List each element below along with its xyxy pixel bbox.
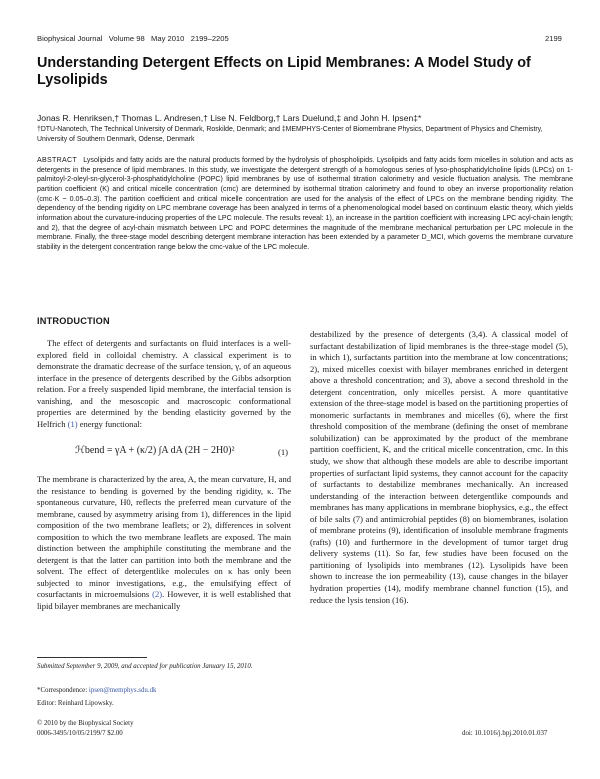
- paragraph: destabilized by the presence of detergents (3,4). A classical model of surfactant destabilization of lipid membranes is the three-stage model (5), in which 1), surfactants partition into the membrane at low concentrations; 2), mixed micelles coexist with bilayer membranes enriched in detergent above a threshold concentration; and 3), above a second threshold in the detergent concentration, only micelles persist. A more quantitative extension of the three-stage model is based on the partitioning properties of monomeric surfactants in membranes and micelles (6), where the first threshold composition of the membrane (defining the onset of membrane solubilization) can be approximated by the product of the membrane partition coefficient, K, and the critical micelle concentration, cmc. In this study, we show that although these models are able to describe important properties of surfactant lipid systems, they cannot account for the capacity of surfactants to destabilize membranes mechanically. An increased understanding of the interaction between detergentlike compounds and membranes has many applications in membrane biophysics, e.g., the effect of bile salts (7) and antimicrobial peptides (8) on biomembranes, isolation of membrane proteins (9), identification of insoluble membrane fragments (rafts) (10) and furthermore in the development of tumor target drug delivery systems (11). So far, few studies have been focused on the partitioning of lysolipids into membranes (12). Lysolipids have been shown to increase the ion permeability (13), cause changes in the bilayer hydration properties (14), modify membrane channel function (15), and reduce the lysis tension (16).: [310, 329, 568, 605]
- equation-number: (1): [278, 447, 289, 457]
- email-link[interactable]: ipsen@memphys.sdu.dk: [88, 687, 157, 694]
- correspondence-label: *Correspondence:: [37, 687, 88, 694]
- submission-note: Submitted September 9, 2009, and accepted for publication January 15, 2010.: [37, 663, 253, 670]
- journal-date: May 2010: [151, 34, 185, 43]
- paper-title: Understanding Detergent Effects on Lipid Membranes: A Model Study of Lysolipids: [37, 55, 531, 88]
- paragraph-text: The membrane is characterized by the area, A, the mean curvature, H, and the resistance to bending is governed by the bending rigidity, κ. The spontaneous curvature, H0, reflects the preferred mean curvature of the membrane, caused by asymmetry arising from 1), differences in the lipid composition of the two membrane leaflets; or 2), differences in solvent composition to which the two membrane leaflets are exposed. The main distinction between the amphiphile constituting the membrane and the detergent is that the latter can partition into both the membrane and the solvent. The effect of detergentlike molecules on κ has only been subjected to minor investigations, e.g., the emulsifying effect of cosurfactants in microemulsions: [37, 474, 291, 600]
- section-heading-introduction: INTRODUCTION: [37, 316, 110, 326]
- journal-volume: Volume 98: [108, 34, 145, 43]
- body-column-right: [310, 329, 568, 606]
- paragraph: [37, 338, 291, 430]
- abstract: [37, 156, 573, 253]
- body-column-left-continued: [37, 474, 291, 613]
- paragraph-text: energy functional:: [79, 418, 142, 429]
- abstract-text: Lysolipids and fatty acids are the natural products formed by the hydrolysis of phospholipids. Lysolipids and fatty acids form micelles in solution and acts as detergents in the presence of lipid membranes. In this study, we investigate the detergent strength of a homologous series of lyso-phosphatidylcholine lipids (LPCs) on 1-palmitoyl-2-oleyl-sn-glycerol-3-phosphatidylcholine (POPC) lipid membranes by use of isothermal titration calorimetry and vesicle fluctuation analysis. The membrane partition coefficient (K) and critical micelle concentration (cmc) are determined by isothermal titration calorimetry and found to obey an inverse proportionality relation (cmc·K ~ 0.05–0.3). The partition coefficient and critical micelle concentration are used for the analysis of the effect of LPCs on the membrane bending rigidity. The dependency of the bending rigidity on LPC membrane coverage has been analyzed in terms of a phenomenological model based on continuum elastic theory, which yields information about the curvature-inducing properties of the LPC molecule. The results reveal: 1), an increase in the partition coefficient with increasing LPC acyl-chain length; and 2), that the degree of acyl-chain mismatch between LPC and POPC determines the magnitude of the membrane mechanical perturbation per LPC molecule in the membrane. Finally, the three-stage model describing detergent membrane interaction has been extended by a parameter D_MCI, which governs the membrane curvature stability in the detergent concentration range below the cmc-value of the LPC molecule.: [37, 157, 573, 251]
- affiliation: †DTU-Nanotech, The Technical University of Denmark, Roskilde, Denmark; and ‡MEMPHYS-Center of Biomembrane Physics, Department of Physics and Chemistry, University of Southern Denmark, Odense, Denmark: [37, 126, 543, 143]
- paragraph-text: . However, it is well established that lipid bilayer membranes are mechanically: [37, 589, 291, 612]
- running-header: [37, 34, 229, 43]
- citation-link[interactable]: (1): [67, 418, 78, 429]
- equation: ℋbend = γA + (κ/2) ∫A dA (2H − 2H0)²: [75, 445, 235, 456]
- paragraph: [37, 474, 291, 613]
- footnote-divider: [37, 657, 147, 658]
- paragraph-text: The effect of detergents and surfactants on fluid interfaces is a well-explored field in colloidal chemistry. A classical experiment is to demonstrate the dramatic decrease of the surface tension, γ, of an aqueous interface in the presence of detergents described by the Gibbs adsorption relation. For a freely suspended lipid membrane, the interfacial tension is vanishing, and the mesoscopic and macroscopic conformational properties are determined by the bending elasticity governed by the Helfrich: [37, 338, 291, 429]
- author-list: Jonas R. Henriksen,† Thomas L. Andresen,† Lise N. Feldborg,† Lars Duelund,‡ and John H. Ipsen‡*: [37, 113, 422, 123]
- journal-pages: 2199–2205: [190, 34, 229, 43]
- citation-link[interactable]: (2): [152, 589, 163, 600]
- page-number: 2199: [545, 34, 562, 43]
- issn-note: 0006-3495/10/05/2199/7 $2.00: [37, 730, 123, 737]
- body-column-left: [37, 338, 291, 430]
- journal-name: Biophysical Journal: [37, 34, 103, 43]
- correspondence-note: [37, 687, 297, 696]
- doi-link[interactable]: doi: 10.1016/j.bpj.2010.01.037: [462, 730, 548, 737]
- editor-note: Editor: Reinhard Lipowsky.: [37, 700, 114, 707]
- abstract-label: ABSTRACT: [37, 157, 77, 164]
- copyright-note: © 2010 by the Biophysical Society: [37, 720, 134, 727]
